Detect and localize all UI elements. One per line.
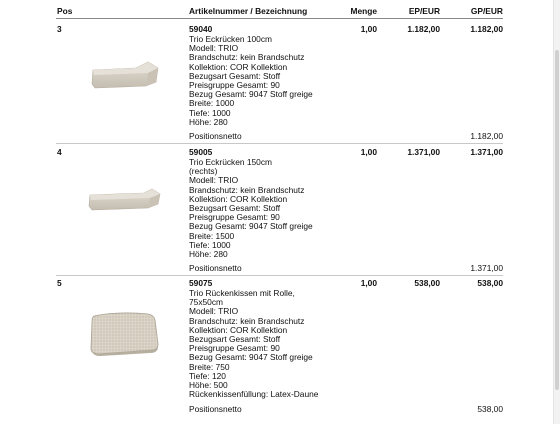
description-line: Modell: TRIO (189, 175, 239, 186)
description-line: Bezug Gesamt: 9047 Stoff greige (189, 352, 313, 363)
header-ep: EP/EUR (408, 6, 440, 16)
description-line: Tiefe: 1000 (189, 239, 231, 250)
description-line: Modell: TRIO (189, 306, 239, 317)
item-pos: 4 (57, 147, 62, 157)
description-line: Bezug Gesamt: 9047 Stoff greige (189, 221, 313, 232)
item-description (189, 35, 313, 127)
description-line: Breite: 1000 (189, 98, 235, 109)
description-line: 75x50cm (189, 297, 223, 308)
item-number: 59075 (189, 278, 213, 288)
item-qty: 1,00 (360, 24, 377, 34)
description-line: Preisgruppe Gesamt: 90 (189, 212, 280, 223)
item-unit-price: 1.371,00 (407, 147, 440, 157)
position-net-value: 1.371,00 (470, 263, 503, 273)
description-line: Höhe: 500 (189, 379, 228, 390)
header-pos: Pos (57, 6, 73, 16)
header-gp: GP/EUR (470, 6, 503, 16)
description-line: Kollektion: COR Kollektion (189, 61, 288, 72)
description-line: Bezugsart Gesamt: Stoff (189, 333, 281, 344)
position-net-label: Positionsnetto (189, 131, 242, 141)
item-number: 59005 (189, 147, 213, 157)
item-pos: 5 (57, 278, 62, 288)
description-line: Bezugsart Gesamt: Stoff (189, 70, 281, 81)
back-cushion-thumbnail (88, 310, 160, 356)
description-line: Preisgruppe Gesamt: 90 (189, 343, 280, 354)
item-qty: 1,00 (360, 147, 377, 157)
description-line: Modell: TRIO (189, 43, 239, 54)
description-line: Brandschutz: kein Brandschutz (189, 315, 305, 326)
position-net-label: Positionsnetto (189, 263, 242, 273)
corner-backrest-thumbnail (90, 58, 160, 90)
description-line: Trio Eckrücken 150cm (189, 157, 273, 167)
item-total-price: 1.182,00 (470, 24, 503, 34)
header-divider (56, 18, 503, 19)
row-divider (56, 275, 503, 276)
description-line: Trio Eckrücken 100cm (189, 34, 273, 44)
header-qty: Menge (350, 6, 377, 16)
description-line: Bezugsart Gesamt: Stoff (189, 202, 281, 213)
item-total-price: 538,00 (477, 278, 503, 288)
description-line: Kollektion: COR Kollektion (189, 324, 288, 335)
item-total-price: 1.371,00 (470, 147, 503, 157)
description-line: Höhe: 280 (189, 248, 228, 259)
description-line: Höhe: 280 (189, 116, 228, 127)
item-pos: 3 (57, 24, 62, 34)
vertical-scrollbar[interactable] (553, 0, 560, 424)
item-number: 59040 (189, 24, 213, 34)
item-unit-price: 1.182,00 (407, 24, 440, 34)
description-line: Preisgruppe Gesamt: 90 (189, 79, 280, 90)
description-line: Breite: 750 (189, 361, 230, 372)
description-line: Rückenkissenfüllung: Latex-Daune (189, 389, 319, 400)
item-description (189, 158, 313, 259)
row-divider (56, 143, 503, 144)
description-line: Trio Rückenkissen mit Rolle, (189, 288, 295, 298)
header-article: Artikelnummer / Bezeichnung (189, 6, 308, 16)
description-line: Brandschutz: kein Brandschutz (189, 184, 305, 195)
long-corner-backrest-thumbnail (88, 186, 162, 212)
description-line: Brandschutz: kein Brandschutz (189, 52, 305, 63)
position-net-value: 538,00 (477, 404, 503, 414)
description-line: Tiefe: 120 (189, 370, 226, 381)
description-line: Bezug Gesamt: 9047 Stoff greige (189, 89, 313, 100)
position-net-value: 1.182,00 (470, 131, 503, 141)
description-line: Kollektion: COR Kollektion (189, 193, 288, 204)
item-qty: 1,00 (360, 278, 377, 288)
scrollbar-thumb[interactable] (555, 50, 559, 390)
description-line: Breite: 1500 (189, 230, 235, 241)
item-unit-price: 538,00 (414, 278, 440, 288)
item-description (189, 289, 318, 399)
description-line: (rechts) (189, 166, 218, 177)
description-line: Tiefe: 1000 (189, 107, 231, 118)
position-net-label: Positionsnetto (189, 404, 242, 414)
